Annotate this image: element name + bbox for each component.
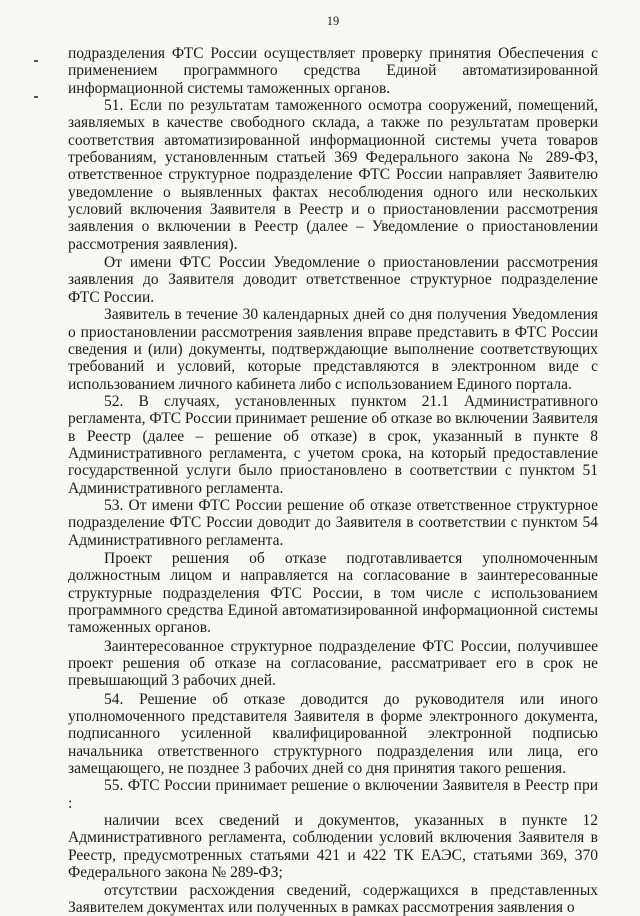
paragraph: От имени ФТС России Уведомление о приостановлении рассмотрения заявления до Заявителя доводит ответственное структурное подразделение ФТС России. — [68, 254, 598, 306]
paragraph: Заинтересованное структурное подразделение ФТС России, получившее проект решения об отказе на согласование, рассматривает его в срок не превышающий 3 рабочих дней. — [68, 638, 598, 690]
paragraph: 55. ФТС России принимает решение о включении Заявителя в Реестр при : — [68, 777, 598, 812]
paragraph: Заявитель в течение 30 календарных дней со дня получения Уведомления о приостановлении рассмотрения заявления вправе представить в ФТС России сведения и (или) документы, подтверждающие выполнение соответствующих требований и условий, которые представляются в электронном виде с использованием личного кабинета либо с использованием Единого портала. — [68, 306, 598, 393]
paragraph: отсутствии расхождения сведений, содержащихся в представленных Заявителем документах или полученных в рамках рассмотрения заявления о — [68, 882, 598, 916]
paragraph: 51. Если по результатам таможенного осмотра сооружений, помещений, заявляемых в качестве свободного склада, а также по результатам проверки соответствия автоматизированной информационной системы учета товаров требованиям, установленным статьей 369 Федерального закона № 289-ФЗ, ответственное структурное подразделение ФТС России направляет Заявителю уведомление о выявленных фактах несоблюдения одного или нескольких условий включения Заявителя в Реестр и о приостановлении рассмотрения заявления о включении в Реестр (далее – Уведомление о приостановлении рассмотрения заявления). — [68, 97, 598, 253]
paragraph: 54. Решение об отказе доводится до руководителя или иного уполномоченного представителя Заявителя в форме электронного документа, подписанного усиленной квалифицированной электронной подписью начальника ответственного структурного подразделения или лица, его замещающего, не позднее 3 рабочих дней со дня принятия такого решения. — [68, 691, 598, 778]
scan-mark — [34, 60, 38, 62]
paragraph: подразделения ФТС России осуществляет проверку принятия Обеспечения с применением программного средства Единой автоматизированной информационной системы таможенных органов. — [68, 45, 598, 97]
paragraph: наличии всех сведений и документов, указанных в пункте 12 Административного регламента, соблюдении условий включения Заявителя в Реестр, предусмотренных статьями 421 и 422 ТК ЕАЭС, статьями 369, 370 Федерального закона № 289-ФЗ; — [68, 812, 598, 881]
scan-mark — [34, 96, 38, 98]
page-number: 19 — [68, 14, 598, 28]
paragraph: 53. От имени ФТС России решение об отказе ответственное структурное подразделение ФТС России доводит до Заявителя в соответствии с пунктом 54 Административного регламента. — [68, 497, 598, 549]
document-body — [68, 45, 598, 916]
paragraph: Проект решения об отказе подготавливается уполномоченным должностным лицом и направляется на согласование в заинтересованные структурные подразделения ФТС России, в том числе с использованием программного средства Единой автоматизированной информационной системы таможенных органов. — [68, 550, 598, 637]
paragraph: 52. В случаях, установленных пунктом 21.1 Административного регламента, ФТС России принимает решение об отказе во включении Заявителя в Реестр (далее – решение об отказе) в срок, указанный в пункте 8 Административного регламента, с учетом срока, на который предоставление государственной услуги было приостановлено в соответствии с пунктом 51 Административного регламента. — [68, 393, 598, 497]
